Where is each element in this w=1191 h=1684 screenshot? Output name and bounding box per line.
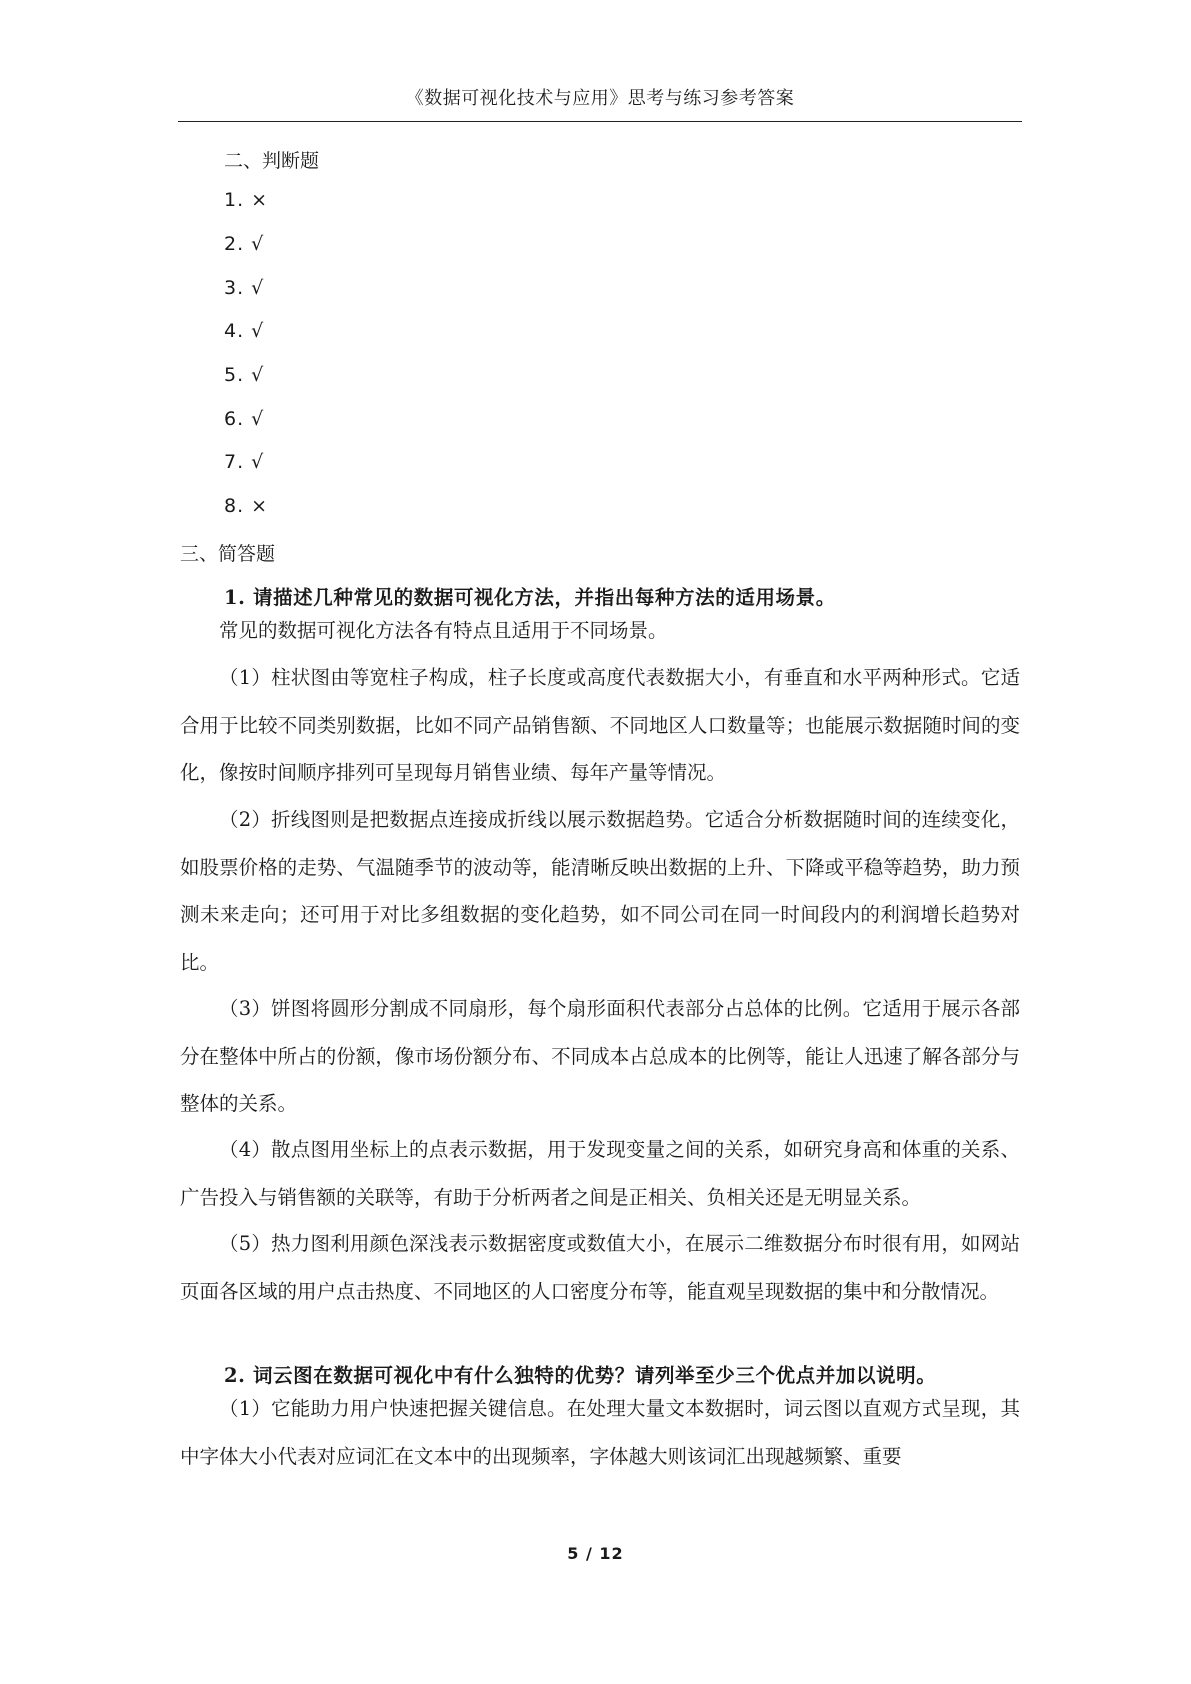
section-heading-short-answer: 三、简答题	[180, 543, 276, 565]
answer-item: 1. ×	[224, 189, 269, 211]
answer-item: 5. √	[224, 364, 265, 386]
answer-item: 6. √	[224, 408, 265, 430]
answer-paragraph: 常见的数据可视化方法各有特点且适用于不同场景。	[219, 619, 668, 642]
question-2: 2. 词云图在数据可视化中有什么独特的优势？请列举至少三个优点并加以说明。	[224, 1364, 937, 1387]
answer-paragraph: （5）热力图利用颜色深浅表示数据密度或数值大小，在展示二维数据分布时很有用，如网站页面各区域的用户点击热度、不同地区的人口密度分布等，能直观呈现数据的集中和分散情况。	[180, 1232, 1020, 1303]
answer-item: 3. √	[224, 277, 265, 299]
answer-paragraph: （1）它能助力用户快速把握关键信息。在处理大量文本数据时，词云图以直观方式呈现，其中字体大小代表对应词汇在文本中的出现频率，字体越大则该词汇出现越频繁、重要	[180, 1397, 1020, 1468]
header-divider	[178, 121, 1022, 122]
answer-paragraph: （3）饼图将圆形分割成不同扇形，每个扇形面积代表部分占总体的比例。它适用于展示各部分在整体中所占的份额，像市场份额分布、不同成本占总成本的比例等，能让人迅速了解各部分与整体的关系。	[180, 997, 1020, 1115]
answer-paragraph: （2）折线图则是把数据点连接成折线以展示数据趋势。它适合分析数据随时间的连续变化，如股票价格的走势、气温随季节的波动等，能清晰反映出数据的上升、下降或平稳等趋势，助力预测未来走向；还可用于对比多组数据的变化趋势，如不同公司在同一时间段内的利润增长趋势对比。	[180, 808, 1020, 974]
question-1: 1. 请描述几种常见的数据可视化方法，并指出每种方法的适用场景。	[224, 586, 836, 609]
answer-paragraph: （4）散点图用坐标上的点表示数据，用于发现变量之间的关系，如研究身高和体重的关系、广告投入与销售额的关联等，有助于分析两者之间是正相关、负相关还是无明显关系。	[180, 1138, 1020, 1209]
answer-item: 8. ×	[224, 495, 269, 517]
page-number: 5 / 12	[567, 1544, 624, 1563]
answer-item: 2. √	[224, 233, 265, 255]
answer-item: 7. √	[224, 451, 265, 473]
answer-item: 4. √	[224, 320, 265, 342]
answer-paragraph: （1）柱状图由等宽柱子构成，柱子长度或高度代表数据大小，有垂直和水平两种形式。它适合用于比较不同类别数据，比如不同产品销售额、不同地区人口数量等；也能展示数据随时间的变化，像按时间顺序排列可呈现每月销售业绩、每年产量等情况。	[180, 666, 1020, 784]
section-heading-true-false: 二、判断题	[224, 150, 320, 172]
page-header-title: 《数据可视化技术与应用》思考与练习参考答案	[405, 88, 795, 109]
